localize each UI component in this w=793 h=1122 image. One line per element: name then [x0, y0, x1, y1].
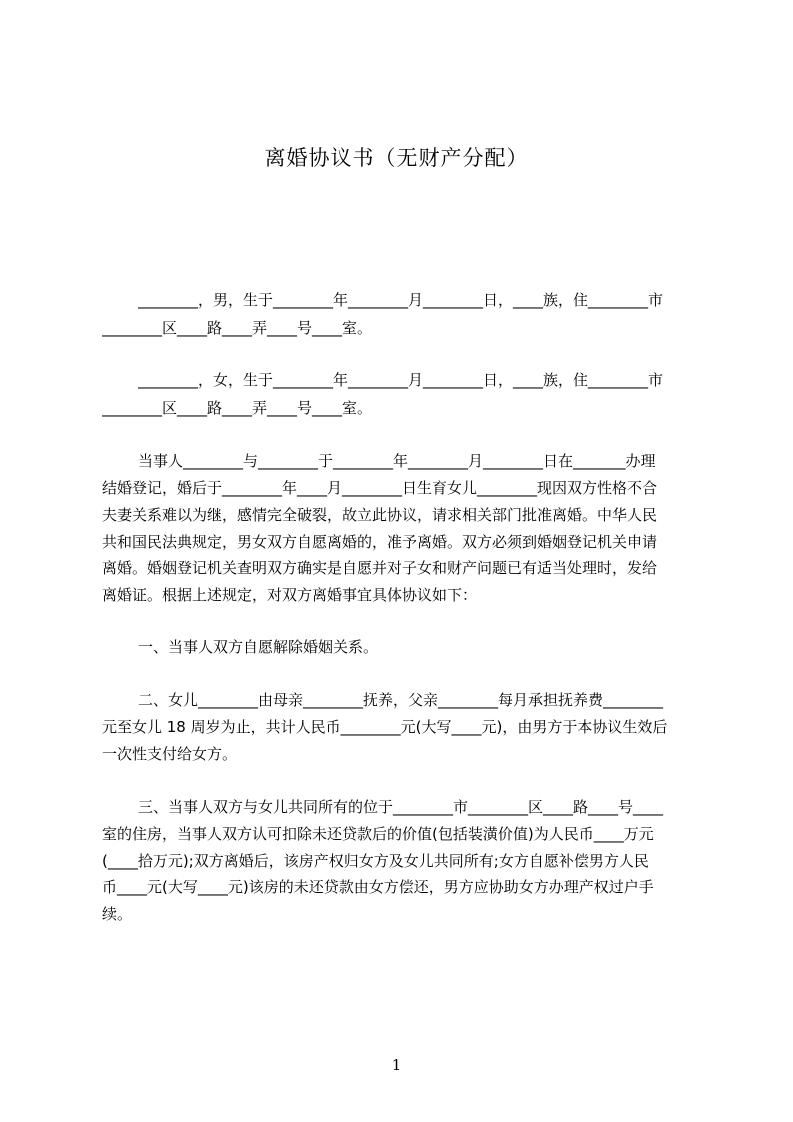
preamble-line-6: 离婚证。根据上述规定，对双方离婚事宜具体协议如下： [102, 586, 478, 604]
clause-3-line-1: 三、当事人双方与女儿共同所有的位于________市________区____路____号____ [138, 798, 664, 816]
clause-2-line-3: 一次性支付给女方。 [102, 745, 238, 763]
clause-1-line-1: 一、当事人双方自愿解除婚姻关系。 [138, 638, 379, 656]
party-female-line-1: ________，女，生于________年________月________日，____族，住________市 [138, 371, 664, 389]
preamble-line-5: 离婚。婚姻登记机关查明双方确实是自愿并对子女和财产问题已有适当处理时，发给 [102, 559, 658, 577]
clause-2-line-1: 二、女儿________由母亲________抚养，父亲________每月承担抚养费________ [138, 691, 664, 709]
clause-2-line-2: 元至女儿 18 周岁为止，共计人民币________元(大写____元)，由男方于本协议生效后 [102, 718, 668, 736]
preamble-line-2: 结婚登记，婚后于________年____月________日生育女儿________现因双方性格不合 [102, 479, 658, 497]
party-male-line-2: ________区____路____弄____号____室。 [102, 319, 373, 337]
preamble-line-4: 共和国民法典规定，男女双方自愿离婚的，准予离婚。双方必须到婚姻登记机关申请 [102, 533, 658, 551]
page-number: 1 [391, 1056, 402, 1074]
party-female-line-2: ________区____路____弄____号____室。 [102, 399, 373, 417]
preamble-line-1: 当事人________与________于________年________月________日在_______办理 [138, 452, 656, 470]
clause-3-line-2: 室的住房，当事人双方认可扣除未还贷款后的价值(包括装潢价值)为人民币____万元 [102, 825, 654, 843]
clause-3-line-5: 续。 [102, 905, 133, 923]
clause-3-line-3: (____拾万元);双方离婚后，该房产权归女方及女儿共同所有;女方自愿补偿男方人民 [102, 852, 649, 870]
preamble-line-3: 夫妻关系难以为继，感情完全破裂，故立此协议，请求相关部门批准离婚。中华人民 [102, 506, 658, 524]
clause-3-line-4: 币____元(大写____元)该房的未还贷款由女方偿还，男方应协助女方办理产权过户手 [102, 878, 654, 896]
party-male-line-1: ________，男，生于________年________月________日，____族，住________市 [138, 291, 664, 309]
document-title: 离婚协议书（无财产分配） [264, 146, 529, 170]
